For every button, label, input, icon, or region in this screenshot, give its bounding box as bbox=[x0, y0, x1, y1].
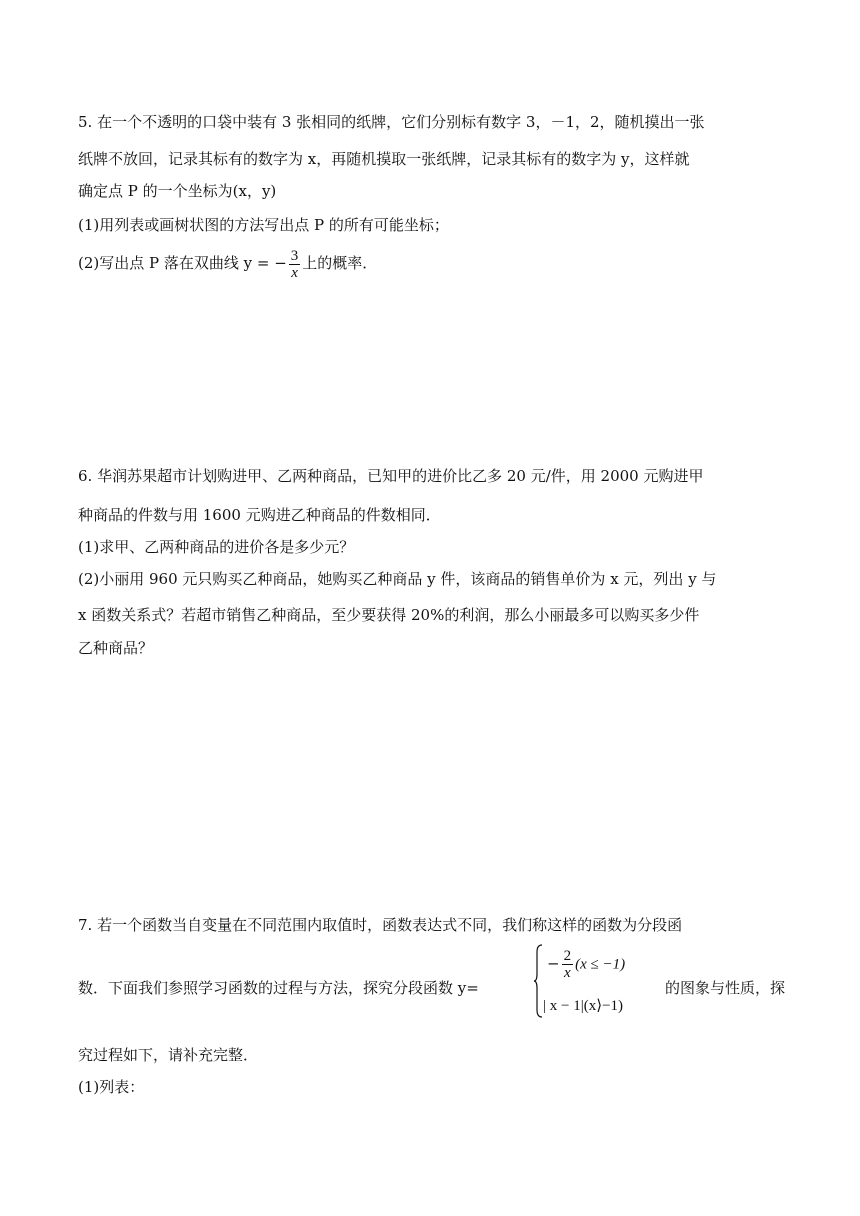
q5-part-1: (1)用列表或画树状图的方法写出点 P 的所有可能坐标； bbox=[78, 216, 449, 234]
left-brace-icon bbox=[533, 944, 543, 1018]
q7-line-2-prefix: 数．下面我们参照学习函数的过程与方法，探究分段函数 y= bbox=[78, 979, 479, 997]
piece-1-sign: − bbox=[547, 954, 560, 973]
q5-part-2-prefix: (2)写出点 P 落在双曲线 y = − bbox=[78, 254, 287, 272]
q6-part-1: (1)求甲、乙两种商品的进价各是多少元？ bbox=[78, 538, 355, 556]
piece-1-denominator: x bbox=[563, 965, 571, 981]
q7-part-1: (1)列表： bbox=[78, 1078, 145, 1096]
q5-part-2-suffix: 上的概率． bbox=[302, 254, 378, 272]
q5-fraction bbox=[289, 248, 301, 281]
q6-part-2-line-3: 乙种商品？ bbox=[78, 639, 154, 657]
q6-part-2-line-1: (2)小丽用 960 元只购买乙种商品，她购买乙种商品 y 件，该商品的销售单价为 x 元，列出 y 与 bbox=[78, 570, 717, 588]
piece-row-2: | x − 1|(x⟩−1) bbox=[543, 998, 624, 1014]
piecewise-function bbox=[533, 944, 643, 1022]
q6-line-1: 6. 华润苏果超市计划购进甲、乙两种商品，已知甲的进价比乙多 20 元/件，用 2000 元购进甲 bbox=[78, 467, 704, 485]
q5-line-1: 5. 在一个不透明的口袋中装有 3 张相同的纸牌，它们分别标有数字 3，－1，2，随机摸出一张 bbox=[78, 113, 705, 131]
q5-line-3: 确定点 P 的一个坐标为(x，y) bbox=[78, 182, 277, 200]
piece-1-numerator: 2 bbox=[563, 948, 572, 964]
piece-1-fraction bbox=[562, 948, 574, 981]
q5-part-2 bbox=[78, 246, 377, 281]
q6-part-2-line-2: x 函数关系式？若超市销售乙种商品，至少要获得 20%的利润，那么小丽最多可以购买多少件 bbox=[78, 606, 700, 624]
q6-line-2: 种商品的件数与用 1600 元购进乙种商品的件数相同． bbox=[78, 506, 441, 524]
q7-line-2-suffix: 的图象与性质，探 bbox=[665, 979, 786, 997]
q5-fraction-numerator: 3 bbox=[290, 247, 299, 264]
piece-1-condition: (x ≤ −1) bbox=[575, 956, 626, 973]
piece-row-1 bbox=[547, 948, 625, 981]
q5-line-2: 纸牌不放回，记录其标有的数字为 x，再随机摸取一张纸牌，记录其标有的数字为 y，这样就 bbox=[78, 150, 690, 168]
q7-line-3: 究过程如下，请补充完整． bbox=[78, 1046, 259, 1064]
q7-line-1: 7. 若一个函数当自变量在不同范围内取值时，函数表达式不同，我们称这样的函数为分段函 bbox=[78, 916, 683, 934]
q5-fraction-denominator: x bbox=[291, 264, 298, 281]
